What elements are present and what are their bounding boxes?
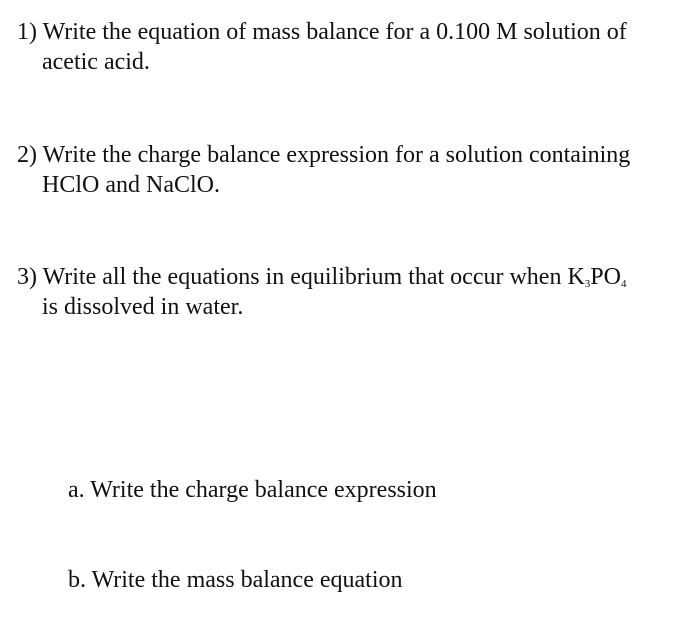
question-1-text-line-2: acetic acid.	[42, 49, 150, 75]
k-subscript: 3	[584, 278, 591, 290]
question-3-text-line-2: is dissolved in water.	[42, 294, 244, 320]
question-2-number: 2)	[17, 142, 37, 168]
po-formula: PO	[590, 264, 621, 290]
question-2-line-1	[17, 140, 689, 170]
subpart-a-text: Write the charge balance expression	[90, 477, 437, 503]
question-2-text-line-1: Write the charge balance expression for a solution containing	[42, 142, 631, 168]
question-1-text-line-1: Write the equation of mass balance for a 0.100 M solution of	[42, 19, 627, 45]
question-2	[17, 140, 689, 200]
question-1-line-1	[17, 17, 689, 47]
question-3-text-line-1: Write all the equations in equilibrium that occur when K	[42, 264, 585, 290]
subpart-b	[68, 565, 403, 595]
question-2-text-line-2: HClO and NaClO.	[42, 172, 220, 198]
question-3	[17, 262, 689, 322]
subpart-a-letter: a.	[68, 477, 85, 503]
subpart-b-text: Write the mass balance equation	[91, 567, 403, 593]
question-1	[17, 17, 689, 77]
question-3-line-1	[17, 262, 689, 292]
subpart-a	[68, 475, 437, 505]
subpart-b-letter: b.	[68, 567, 86, 593]
po-subscript: 4	[620, 278, 627, 290]
question-1-number: 1)	[17, 19, 37, 45]
question-3-number: 3)	[17, 264, 37, 290]
